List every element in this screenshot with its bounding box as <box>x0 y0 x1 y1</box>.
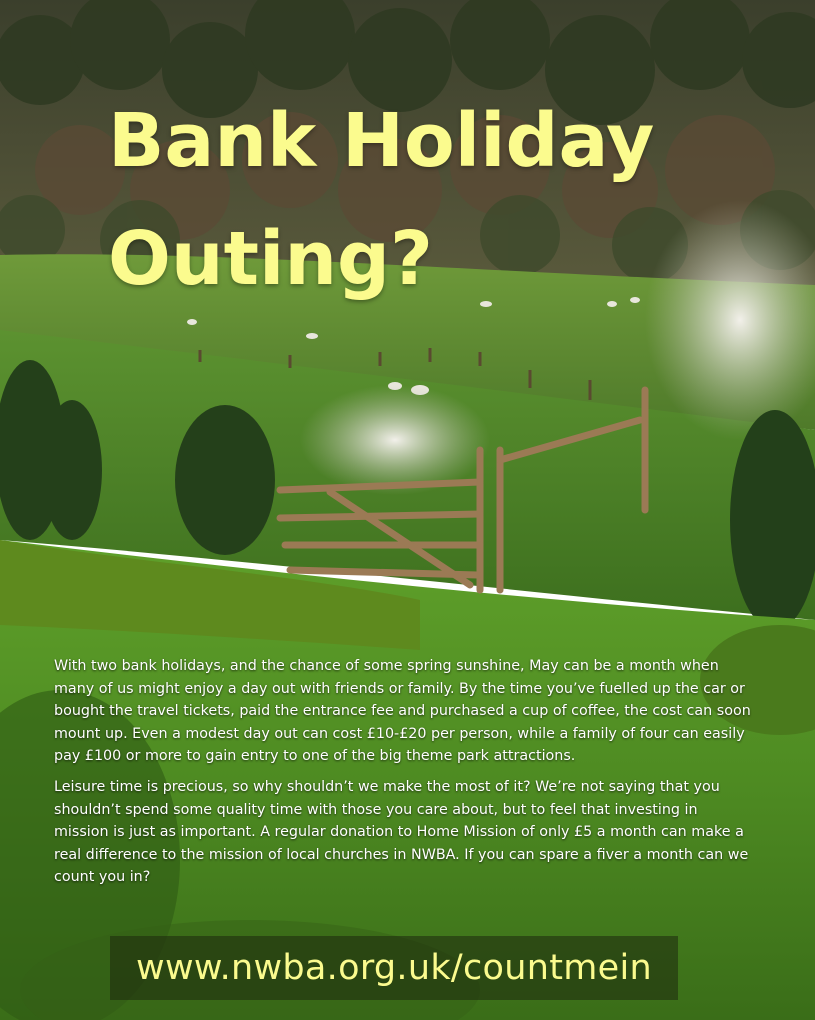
headline <box>108 82 654 318</box>
body-paragraph-2: Leisure time is precious, so why shouldn’t we make the most of it? We’re not saying that you shouldn’t spend some quality time with those you care about, but to feel that investing in mission is just as important. A regular donation to Home Mission of only £5 a month can make a real difference to the mission of local churches in NWBA. If you can spare a fiver a month can we count you in? <box>54 778 749 886</box>
body-paragraph-1: With two bank holidays, and the chance of some spring sunshine, May can be a month when many of us might enjoy a day out with friends or family. By the time you’ve fuelled up the car or bought the travel tickets, paid the entrance fee and purchased a cup of coffee, the cost can soon mount up. Even a modest day out can cost £10-£20 per person, while a family of four can easily pay £100 or more to gain entry to one of the big theme park attractions. <box>54 658 751 765</box>
headline-line-2: Outing? <box>108 216 433 302</box>
url-banner <box>110 936 678 1000</box>
headline-line-1: Bank Holiday <box>108 98 655 184</box>
body-copy <box>54 655 754 897</box>
website-link[interactable]: www.nwba.org.uk/countmein <box>136 948 652 988</box>
